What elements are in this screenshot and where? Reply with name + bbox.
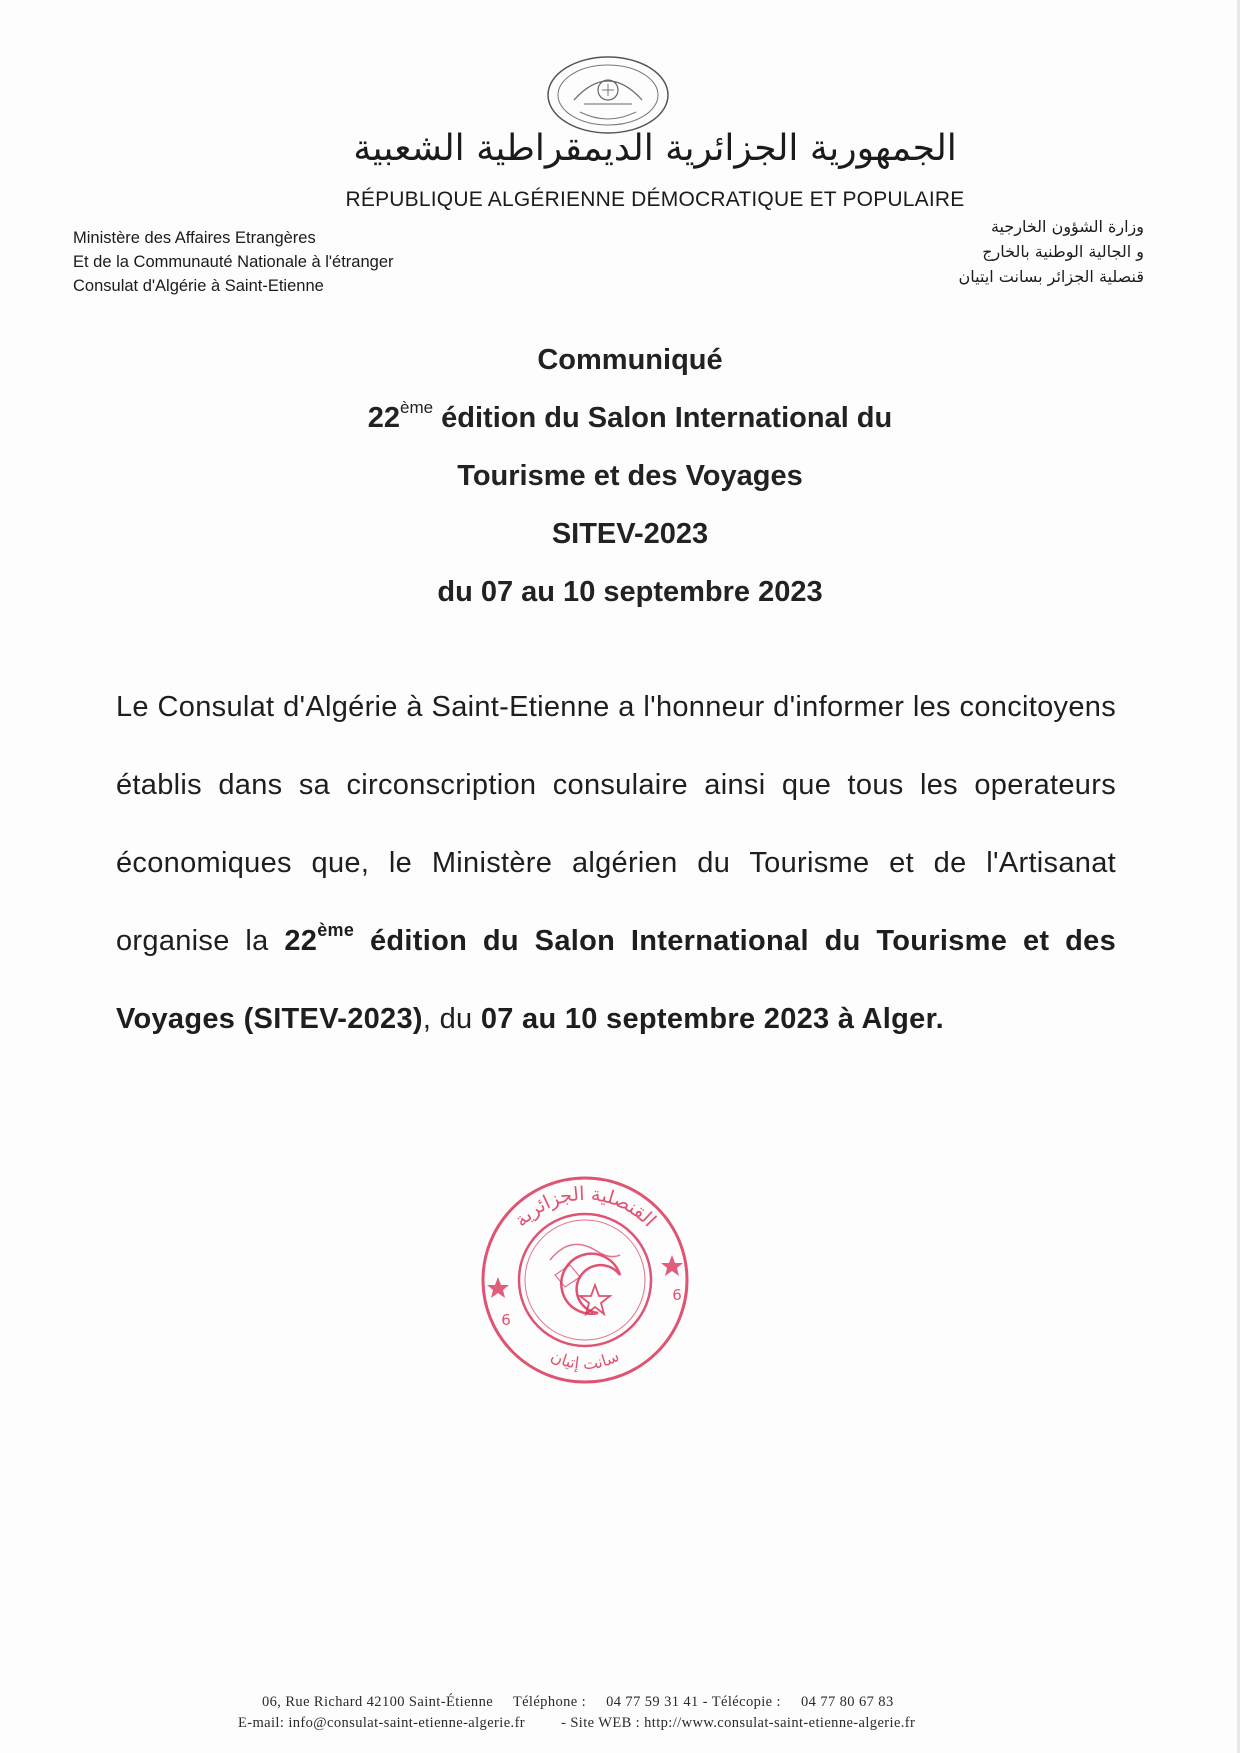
footer-phone-label: Téléphone : — [512, 1694, 587, 1710]
ministry-ar-line: و الجالية الوطنية بالخارج — [982, 242, 1144, 261]
title-superscript: ème — [400, 398, 434, 417]
title-line: Tourisme et des Voyages — [457, 460, 803, 492]
footer-line-address — [262, 1692, 894, 1713]
ministry-fr-line: Ministère des Affaires Etrangères — [73, 229, 316, 247]
seal-number: 6 — [501, 1311, 511, 1329]
body-paragraph — [116, 668, 1116, 1058]
title-line: SITEV-2023 — [551, 518, 709, 550]
seal-number: 6 — [672, 1286, 682, 1304]
body-text: Le Consulat d'Algérie à Saint-Etienne a l'honneur d'informer les concitoyens établis dans sa circonscription consulaire ainsi que tous les operateurs économiques que, le Ministère algérien du Tourisme et de l'Artisanat organise la — [116, 691, 1116, 957]
title-number: 22 — [367, 402, 400, 434]
french-republic-title: RÉPUBLIQUE ALGÉRIENNE DÉMOCRATIQUE ET POPULAIRE — [345, 188, 965, 211]
arabic-republic-title: الجمهورية الجزائرية الديمقراطية الشعبية — [353, 128, 957, 169]
body-bold-event: édition du Salon International du Tourisme et des Voyages (SITEV-2023) — [116, 925, 1116, 1035]
footer-fax-label: Télécopie : — [711, 1694, 781, 1710]
title-line: Communiqué — [537, 344, 723, 376]
body-text — [829, 1003, 837, 1035]
ministry-arabic-block — [959, 214, 1144, 289]
body-bold-place: à Alger. — [837, 1003, 944, 1035]
svg-text:القنصلية الجزائرية — [510, 1183, 660, 1231]
footer-address: 06, Rue Richard 42100 Saint-Étienne — [262, 1694, 494, 1710]
body-bold-number: 22 — [284, 925, 318, 957]
ministry-fr-line: Et de la Communauté Nationale à l'étranger — [73, 253, 394, 271]
algeria-emblem-icon — [544, 52, 672, 138]
svg-text:سانت إتيان — [548, 1346, 622, 1373]
title-text: édition du Salon International du — [433, 402, 893, 434]
title-line — [20, 398, 1240, 456]
body-bold-dates: 07 au 10 septembre 2023 — [480, 1003, 830, 1035]
footer-line-web — [238, 1713, 915, 1734]
ministry-french-block — [73, 226, 394, 298]
footer-site-label: - Site WEB : — [561, 1715, 641, 1731]
communique-title — [0, 340, 1240, 630]
footer-email-link[interactable]: info@consulat-saint-etienne-algerie.fr — [288, 1715, 526, 1731]
seal-text-top: القنصلية الجزائرية — [510, 1182, 661, 1232]
body-superscript: ème — [317, 920, 355, 940]
title-line: du 07 au 10 septembre 2023 — [437, 576, 823, 608]
footer-separator: - — [702, 1694, 708, 1710]
body-text: , du — [422, 1003, 481, 1035]
ministry-ar-line: قنصلية الجزائر بسانت ايتيان — [958, 267, 1144, 286]
footer-site-link[interactable]: http://www.consulat-saint-etienne-algerie.fr — [644, 1715, 916, 1731]
ministry-ar-line: وزارة الشؤون الخارجية — [990, 217, 1144, 236]
footer-phone: 04 77 59 31 41 — [606, 1694, 699, 1710]
footer-fax: 04 77 80 67 83 — [801, 1694, 894, 1710]
seal-text-bottom: سانت إتيان — [547, 1346, 623, 1374]
ministry-fr-line: Consulat d'Algérie à Saint-Etienne — [73, 277, 324, 295]
footer-email-label: E-mail: — [238, 1715, 285, 1731]
consulate-seal-icon — [470, 1165, 700, 1395]
